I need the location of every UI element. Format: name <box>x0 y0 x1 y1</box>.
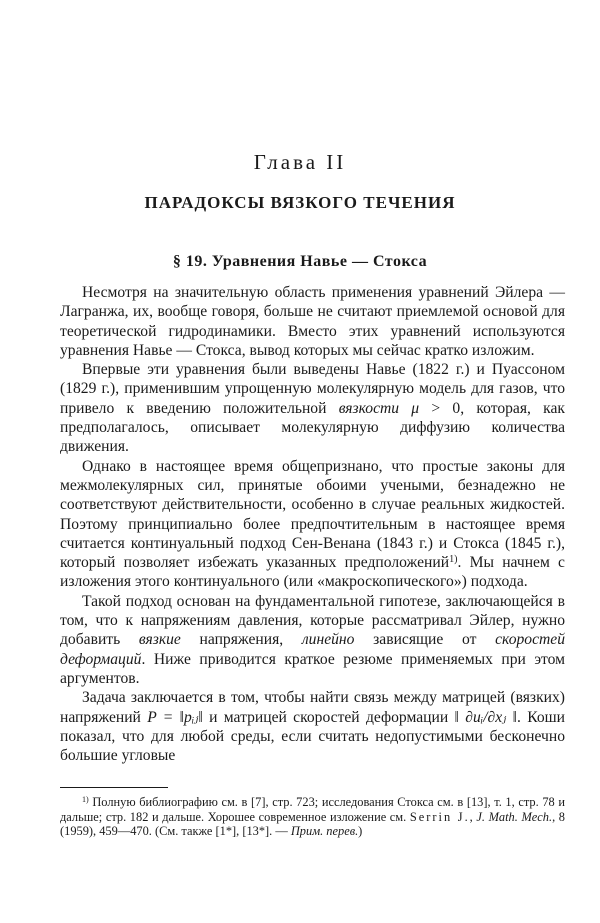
paragraph-1: Несмотря на значительную область применения уравнений Эйлера — Лагранжа, их, вообще говоря, больше не считают приемлемой основой для теоретической гидродинамики. Вместо этих уравнений используются уравнения Навье — Стокса, вывод которых мы сейчас кратко изложим. <box>60 284 565 359</box>
footnote-mark: 1) <box>82 794 89 804</box>
chapter-title: ПАРАДОКСЫ ВЯЗКОГО ТЕЧЕНИЯ <box>144 193 456 212</box>
body-text <box>60 283 565 765</box>
paragraph-4: Такой подход основан на фундаментальной гипотезе, заключающейся в том, что к напряжениям давления, которые рассматривал Эйлер, нужно добавить вязкие напряжения, линейно зависящие от скоростей деформаций. Ниже приводится краткое резюме применяемых при этом аргументов. <box>60 592 566 687</box>
term-linearly: линейно <box>301 631 355 649</box>
paragraph-5: Задача заключается в том, чтобы найти связь между матрицей (вязких) напряжений P = ‖pᵢⱼ‖ и матрицей скоростей деформации ‖ ∂uᵢ/∂xⱼ ‖. Коши показал, что для любой среды, если считать недопустимыми бесконечно большие угловые <box>60 689 565 765</box>
paragraph-3: Однако в настоящее время общепризнано, что простые законы для межмолекулярных сил, принятые обоими учеными, безнадежно не соответствуют действительности, особенно в случае реальных жидкостей. Поэтому принципиально более предпочтительным в настоящее время считается континуальный подход Сен-Венана (1843 г.) и Стокса (1845 г.), который позволяет избежать указанных предположений$^{1)}$. Мы начнем с изложения этого континуального (или «макроскопического») подхода. <box>60 457 565 591</box>
term-viscous: вязкие <box>138 631 181 649</box>
footnote-translator-note: Прим. перев. <box>290 824 359 839</box>
footnote: $^{1)}$ Полную библиографию см. в [7], стр. 723; исследования Стокса см. в [13], т. 1, стр. 78 и дальше; стр. 182 и дальше. Хорошее современное изложение см. Serrin J., J. Math. Mech., 8 (1959), 459—470. (См. также [1*], [13*]. — Прим. перев.) <box>60 794 565 839</box>
footnote-ref: 1) <box>449 554 458 566</box>
math-strain-matrix: ‖ ∂uᵢ/∂xⱼ ‖ <box>454 708 517 726</box>
footnote-author: Serrin J. <box>409 809 470 824</box>
section-title: § 19. Уравнения Навье — Стокса <box>172 253 428 270</box>
math-stress-matrix: P = ‖pᵢⱼ‖ <box>147 708 203 726</box>
paragraph-2: Впервые эти уравнения были выведены Навье (1822 г.) и Пуассоном (1829 г.), применившим упрощенную молекулярную модель для газов, что привело к введению положительной вязкости μ > 0, которая, как предполагалось, описывает молекулярную диффузию количества движения. <box>60 361 565 456</box>
footnote-divider <box>60 787 168 788</box>
chapter-label: Глава II <box>253 150 347 174</box>
footnote-journal: J. Math. Mech. <box>476 809 553 824</box>
term-strain-rates: скоростей деформаций <box>60 631 566 668</box>
term-viscosity: вязкости μ <box>338 399 420 417</box>
